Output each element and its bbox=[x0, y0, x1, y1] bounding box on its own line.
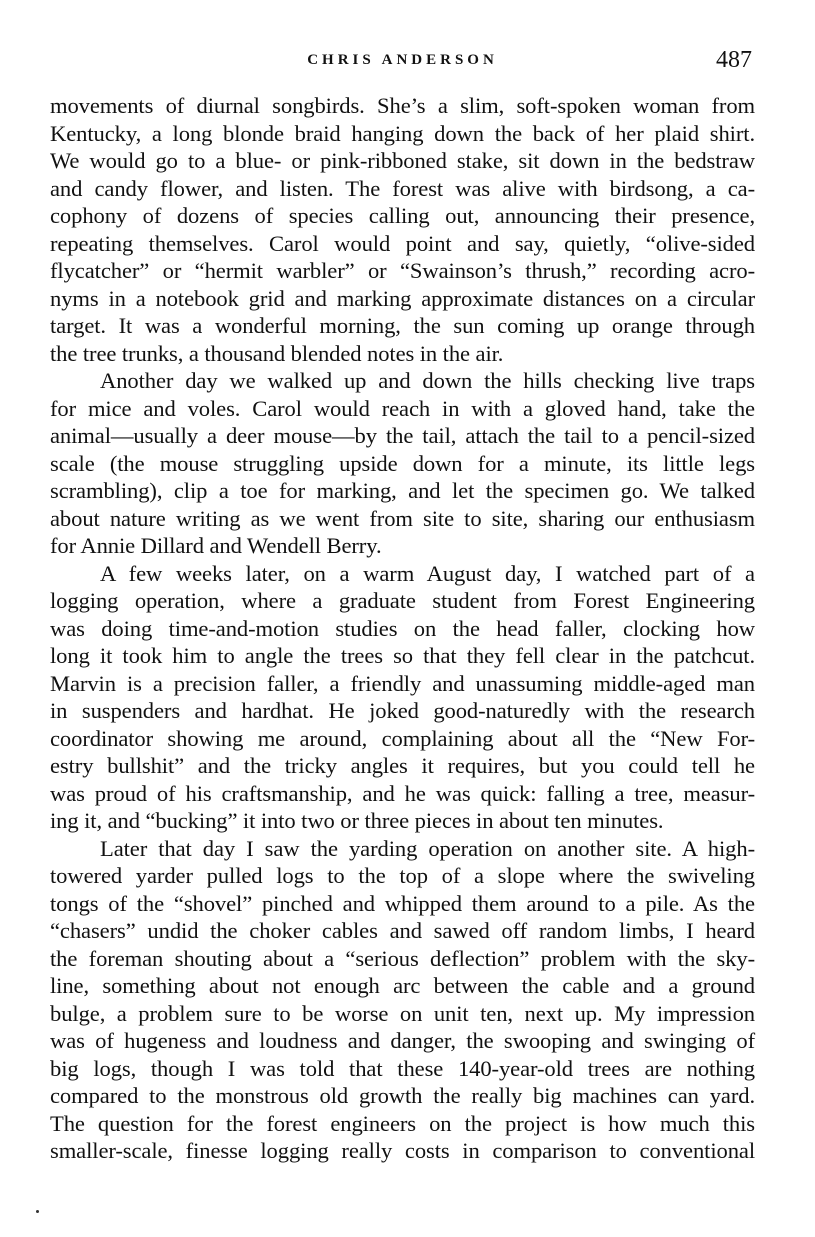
paragraph bbox=[50, 92, 755, 367]
text-line: for Annie Dillard and Wendell Berry. bbox=[50, 533, 382, 558]
text-line: coordinator showing me around, complaining about all the “New For- bbox=[50, 725, 755, 751]
text-line: animal—usually a deer mouse—by the tail, attach the tail to a pencil-sized bbox=[50, 423, 755, 448]
text-line: tongs of the “shovel” pinched and whipped them around to a pile. As the bbox=[50, 890, 755, 916]
text-line: estry bullshit” and the tricky angles it requires, but you could tell he bbox=[50, 753, 755, 778]
text-line: ing it, and “bucking” it into two or three pieces in about ten minutes. bbox=[50, 808, 664, 833]
text-line: Another day we walked up and down the hills checking live traps bbox=[100, 368, 755, 393]
text-line: about nature writing as we went from site to site, sharing our enthusiasm bbox=[50, 505, 755, 531]
running-head-author: CHRIS ANDERSON bbox=[307, 52, 498, 68]
text-line: in suspenders and hardhat. He joked good-naturedly with the research bbox=[50, 698, 755, 723]
text-line: was proud of his craftsmanship, and he was quick: falling a tree, measur- bbox=[50, 780, 755, 806]
text-line: A few weeks later, on a warm August day, I watched part of a bbox=[100, 560, 755, 586]
paragraph bbox=[50, 560, 755, 835]
text-line: target. It was a wonderful morning, the sun coming up orange through bbox=[50, 313, 755, 338]
text-line: compared to the monstrous old growth the really big machines can yard. bbox=[50, 1083, 755, 1108]
text-line: big logs, though I was told that these 140-year-old trees are nothing bbox=[50, 1055, 755, 1081]
text-line: and candy flower, and listen. The forest was alive with birdsong, a ca- bbox=[50, 175, 755, 201]
text-line: We would go to a blue- or pink-ribboned stake, sit down in the bedstraw bbox=[50, 148, 755, 173]
text-line: towered yarder pulled logs to the top of a slope where the swiveling bbox=[50, 863, 755, 888]
text-line: Kentucky, a long blonde braid hanging down the back of her plaid shirt. bbox=[50, 120, 755, 146]
text-line: nyms in a notebook grid and marking approximate distances on a circular bbox=[50, 285, 755, 311]
body-text bbox=[50, 92, 755, 1165]
text-line: flycatcher” or “hermit warbler” or “Swainson’s thrush,” recording acro- bbox=[50, 258, 755, 283]
text-line: smaller-scale, finesse logging really costs in comparison to conventional bbox=[50, 1138, 755, 1163]
text-line: for mice and voles. Carol would reach in with a gloved hand, take the bbox=[50, 395, 755, 421]
text-line: scrambling), clip a toe for marking, and let the specimen go. We talked bbox=[50, 478, 755, 503]
text-line: logging operation, where a graduate student from Forest Engineering bbox=[50, 588, 755, 613]
text-line: repeating themselves. Carol would point and say, quietly, “olive-sided bbox=[50, 230, 755, 256]
page-number: 487 bbox=[716, 47, 752, 73]
paragraph bbox=[50, 835, 755, 1165]
text-line: Later that day I saw the yarding operation on another site. A high- bbox=[100, 835, 755, 861]
paragraph bbox=[50, 367, 755, 560]
text-line: scale (the mouse struggling upside down for a minute, its little legs bbox=[50, 450, 755, 476]
text-line: was of hugeness and loudness and danger, the swooping and swinging of bbox=[50, 1028, 755, 1053]
text-line: movements of diurnal songbirds. She’s a slim, soft-spoken woman from bbox=[50, 93, 755, 118]
text-line: bulge, a problem sure to be worse on unit ten, next up. My impression bbox=[50, 1000, 755, 1026]
text-line: “chasers” undid the choker cables and sawed off random limbs, I heard bbox=[50, 918, 755, 943]
stray-ink-mark bbox=[36, 1210, 39, 1213]
text-line: was doing time-and-motion studies on the head faller, clocking how bbox=[50, 615, 755, 641]
text-line: The question for the forest engineers on the project is how much this bbox=[50, 1110, 755, 1136]
text-line: cophony of dozens of species calling out, announcing their presence, bbox=[50, 203, 755, 228]
running-head bbox=[50, 47, 755, 80]
text-line: the foreman shouting about a “serious deflection” problem with the sky- bbox=[50, 945, 755, 971]
text-line: the tree trunks, a thousand blended notes in the air. bbox=[50, 340, 504, 366]
text-line: line, something about not enough arc between the cable and a ground bbox=[50, 973, 755, 998]
text-line: Marvin is a precision faller, a friendly and unassuming middle-aged man bbox=[50, 670, 755, 696]
text-line: long it took him to angle the trees so that they fell clear in the patchcut. bbox=[50, 643, 755, 668]
